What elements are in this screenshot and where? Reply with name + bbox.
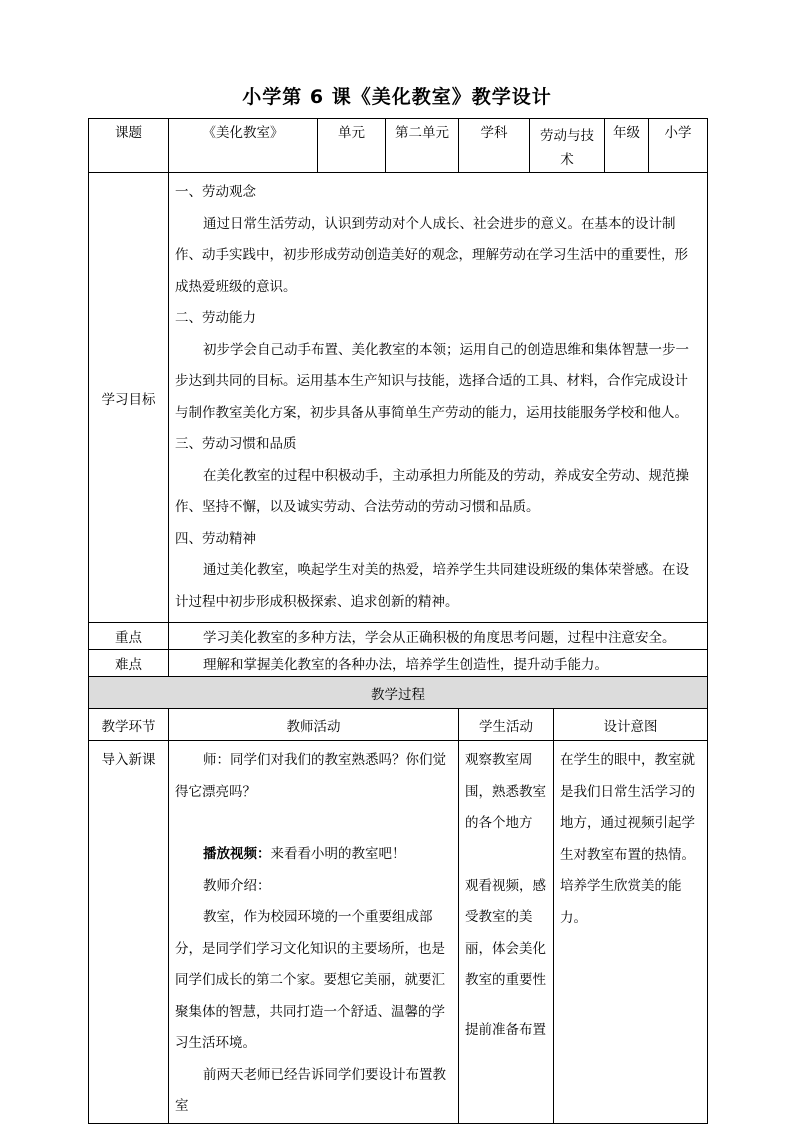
lesson-label: 课题 [89, 119, 169, 173]
teacher-activity [169, 741, 459, 1124]
student-watch: 观看视频，感受教室的美丽，体会美化教室的重要性 [465, 877, 546, 988]
goal-text-2: 初步学会自己动手布置、美化教室的本领；运用自己的创造思维和集体智慧一步一步达到共同的目标。运用基本生产知识与技能，选择合适的工具、材料，合作完成设计与制作教室美化方案，初步具备从事简单生产劳动的能力，运用技能服务学校和他人。 [175, 341, 689, 421]
col-student: 学生活动 [459, 709, 554, 741]
teacher-prepare-text: 前两天老师已经告诉同学们要设计布置教室 [175, 1066, 446, 1114]
process-title: 教学过程 [89, 677, 708, 709]
subject-value: 劳动与技术 [530, 119, 605, 173]
video-text: 来看看小明的教室吧！ [270, 846, 406, 862]
goals-row [89, 173, 708, 623]
process-row-intro [89, 741, 708, 1124]
video-label: 播放视频： [203, 846, 271, 862]
teacher-intro-label: 教师介绍： [203, 877, 271, 894]
key-point-row [89, 623, 708, 650]
difficulty-text: 理解和掌握美化教室的各种办法，培养学生创造性，提升动手能力。 [169, 650, 708, 677]
unit-label: 单元 [318, 119, 386, 173]
col-stage: 教学环节 [89, 709, 169, 741]
grade-value: 小学 [649, 119, 708, 173]
goal-text-4: 通过美化教室，唤起学生对美的热爱，培养学生共同建设班级的集体荣誉感。在设计过程中初步形成积极探索、追求创新的精神。 [175, 562, 689, 610]
difficulty-label: 难点 [89, 650, 169, 677]
key-point-label: 重点 [89, 623, 169, 650]
goal-heading-4: 四、劳动精神 [175, 530, 256, 547]
subject-label: 学科 [459, 119, 530, 173]
process-header-row [89, 709, 708, 741]
lesson-value: 《美化教室》 [169, 119, 318, 173]
col-teacher: 教师活动 [169, 709, 459, 741]
goals-label: 学习目标 [89, 173, 169, 623]
lesson-plan-table [88, 118, 708, 1124]
goal-heading-2: 二、劳动能力 [175, 310, 256, 326]
header-row [89, 119, 708, 173]
key-point-text: 学习美化教室的多种方法，学会从正确积极的角度思考问题，过程中注意安全。 [169, 623, 708, 650]
grade-label: 年级 [605, 119, 649, 173]
process-title-row [89, 677, 708, 709]
difficulty-row [89, 650, 708, 677]
stage-name: 导入新课 [89, 741, 169, 1124]
goal-heading-3: 三、劳动习惯和品质 [175, 436, 297, 452]
teacher-video [175, 839, 452, 871]
teacher-question: 师：同学们对我们的教室熟悉吗？你们觉得它漂亮吗？ [175, 752, 446, 800]
col-design: 设计意图 [554, 709, 708, 741]
student-activity [459, 741, 554, 1124]
student-prepare: 提前准备布置 [465, 1021, 546, 1038]
unit-value: 第二单元 [386, 119, 459, 173]
student-observe: 观察教室周围，熟悉教室的各个地方 [465, 752, 546, 831]
document-title: 小学第 6 课《美化教室》教学设计 [242, 86, 552, 108]
goal-heading-1: 一、劳动观念 [175, 184, 256, 200]
goals-content [169, 173, 708, 623]
goal-text-1: 通过日常生活劳动，认识到劳动对个人成长、社会进步的意义。在基本的设计制作、动手实践中，初步形成劳动创造美好的观念，理解劳动在学习生活中的重要性，形成热爱班级的意识。 [175, 215, 688, 295]
goal-text-3: 在美化教室的过程中积极动手，主动承担力所能及的劳动，养成安全劳动、规范操作、坚持不懈，以及诚实劳动、合法劳动的劳动习惯和品质。 [175, 467, 689, 515]
teacher-intro-text: 教室，作为校园环境的一个重要组成部分，是同学们学习文化知识的主要场所，也是同学们成长的第二个家。要想它美丽，就要汇聚集体的智慧，共同打造一个舒适、温馨的学习生活环境。 [175, 909, 445, 1051]
design-intent: 在学生的眼中，教室就是我们日常生活学习的地方，通过视频引起学生对教室布置的热情。培养学生欣赏美的能力。 [554, 741, 708, 1124]
